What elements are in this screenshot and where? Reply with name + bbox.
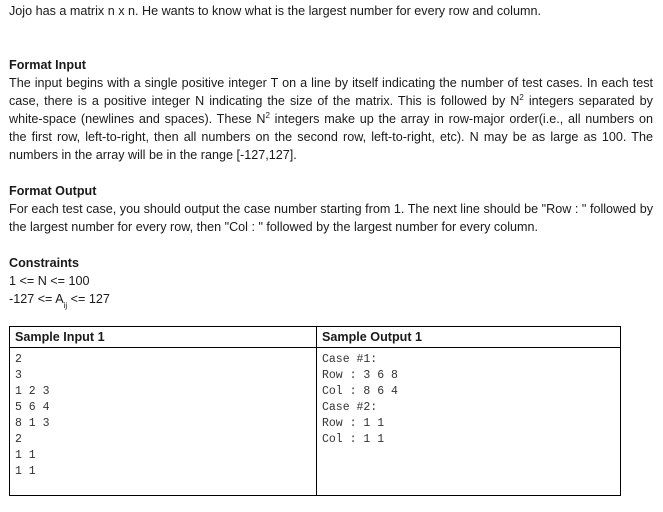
sample-input-column: [10, 327, 317, 495]
format-output-section: [9, 182, 653, 236]
sample-input-content: [10, 348, 316, 480]
sample-output-line: Case #1:: [322, 353, 378, 366]
sample-input-line: 5 6 4: [15, 401, 50, 414]
format-output-text: For each test case, you should output the case number starting from 1. The next line should be "Row : " followed by the largest number for every row, then "Col : " followed by the largest number for every column.: [9, 202, 653, 234]
format-input-heading: Format Input: [9, 58, 86, 72]
intro-text: Jojo has a matrix n x n. He wants to know what is the largest number for every row and column.: [9, 4, 541, 18]
constraint-n: 1 <= N <= 100: [9, 274, 90, 288]
sample-table: [9, 326, 621, 496]
sample-output-column: [317, 327, 620, 495]
sample-input-line: 1 2 3: [15, 385, 50, 398]
constraints-heading: Constraints: [9, 256, 79, 270]
sample-output-line: Col : 8 6 4: [322, 385, 398, 398]
sample-output-line: Row : 3 6 8: [322, 369, 398, 382]
constraints-section: [9, 254, 653, 308]
sample-input-line: 2: [15, 433, 22, 446]
sample-output-line: Case #2:: [322, 401, 378, 414]
format-output-heading: Format Output: [9, 184, 97, 198]
sample-output-line: Row : 1 1: [322, 417, 385, 430]
sample-output-title: Sample Output 1: [317, 327, 620, 348]
sample-input-line: 3: [15, 369, 22, 382]
sample-output-content: [317, 348, 620, 448]
sample-input-line: 2: [15, 353, 22, 366]
sample-input-line: 1 1: [15, 449, 36, 462]
sample-output-line: Col : 1 1: [322, 433, 385, 446]
sample-input-title: Sample Input 1: [10, 327, 316, 348]
format-input-section: [9, 56, 653, 164]
constraint-a: $-127 <= A_{ij} <= 127$: [9, 292, 110, 310]
sample-input-line: 8 1 3: [15, 417, 50, 430]
sample-input-line: 1 1: [15, 465, 36, 478]
format-input-text: The input begins with a single positive integer T on a line by itself indicating the number of test cases. In each test case, there is a positive integer N indicating the size of the matrix. This is followed by $N^2$ integers separated by white-space (newlines and spaces). These $N^2$ integers make up the array in row-major order(i.e., all numbers on the first row, left-to-right, then all numbers on the second row, left-to-right, etc). N may be as large as 100. The numbers in the array will be in the range [-127,127].: [9, 76, 653, 162]
